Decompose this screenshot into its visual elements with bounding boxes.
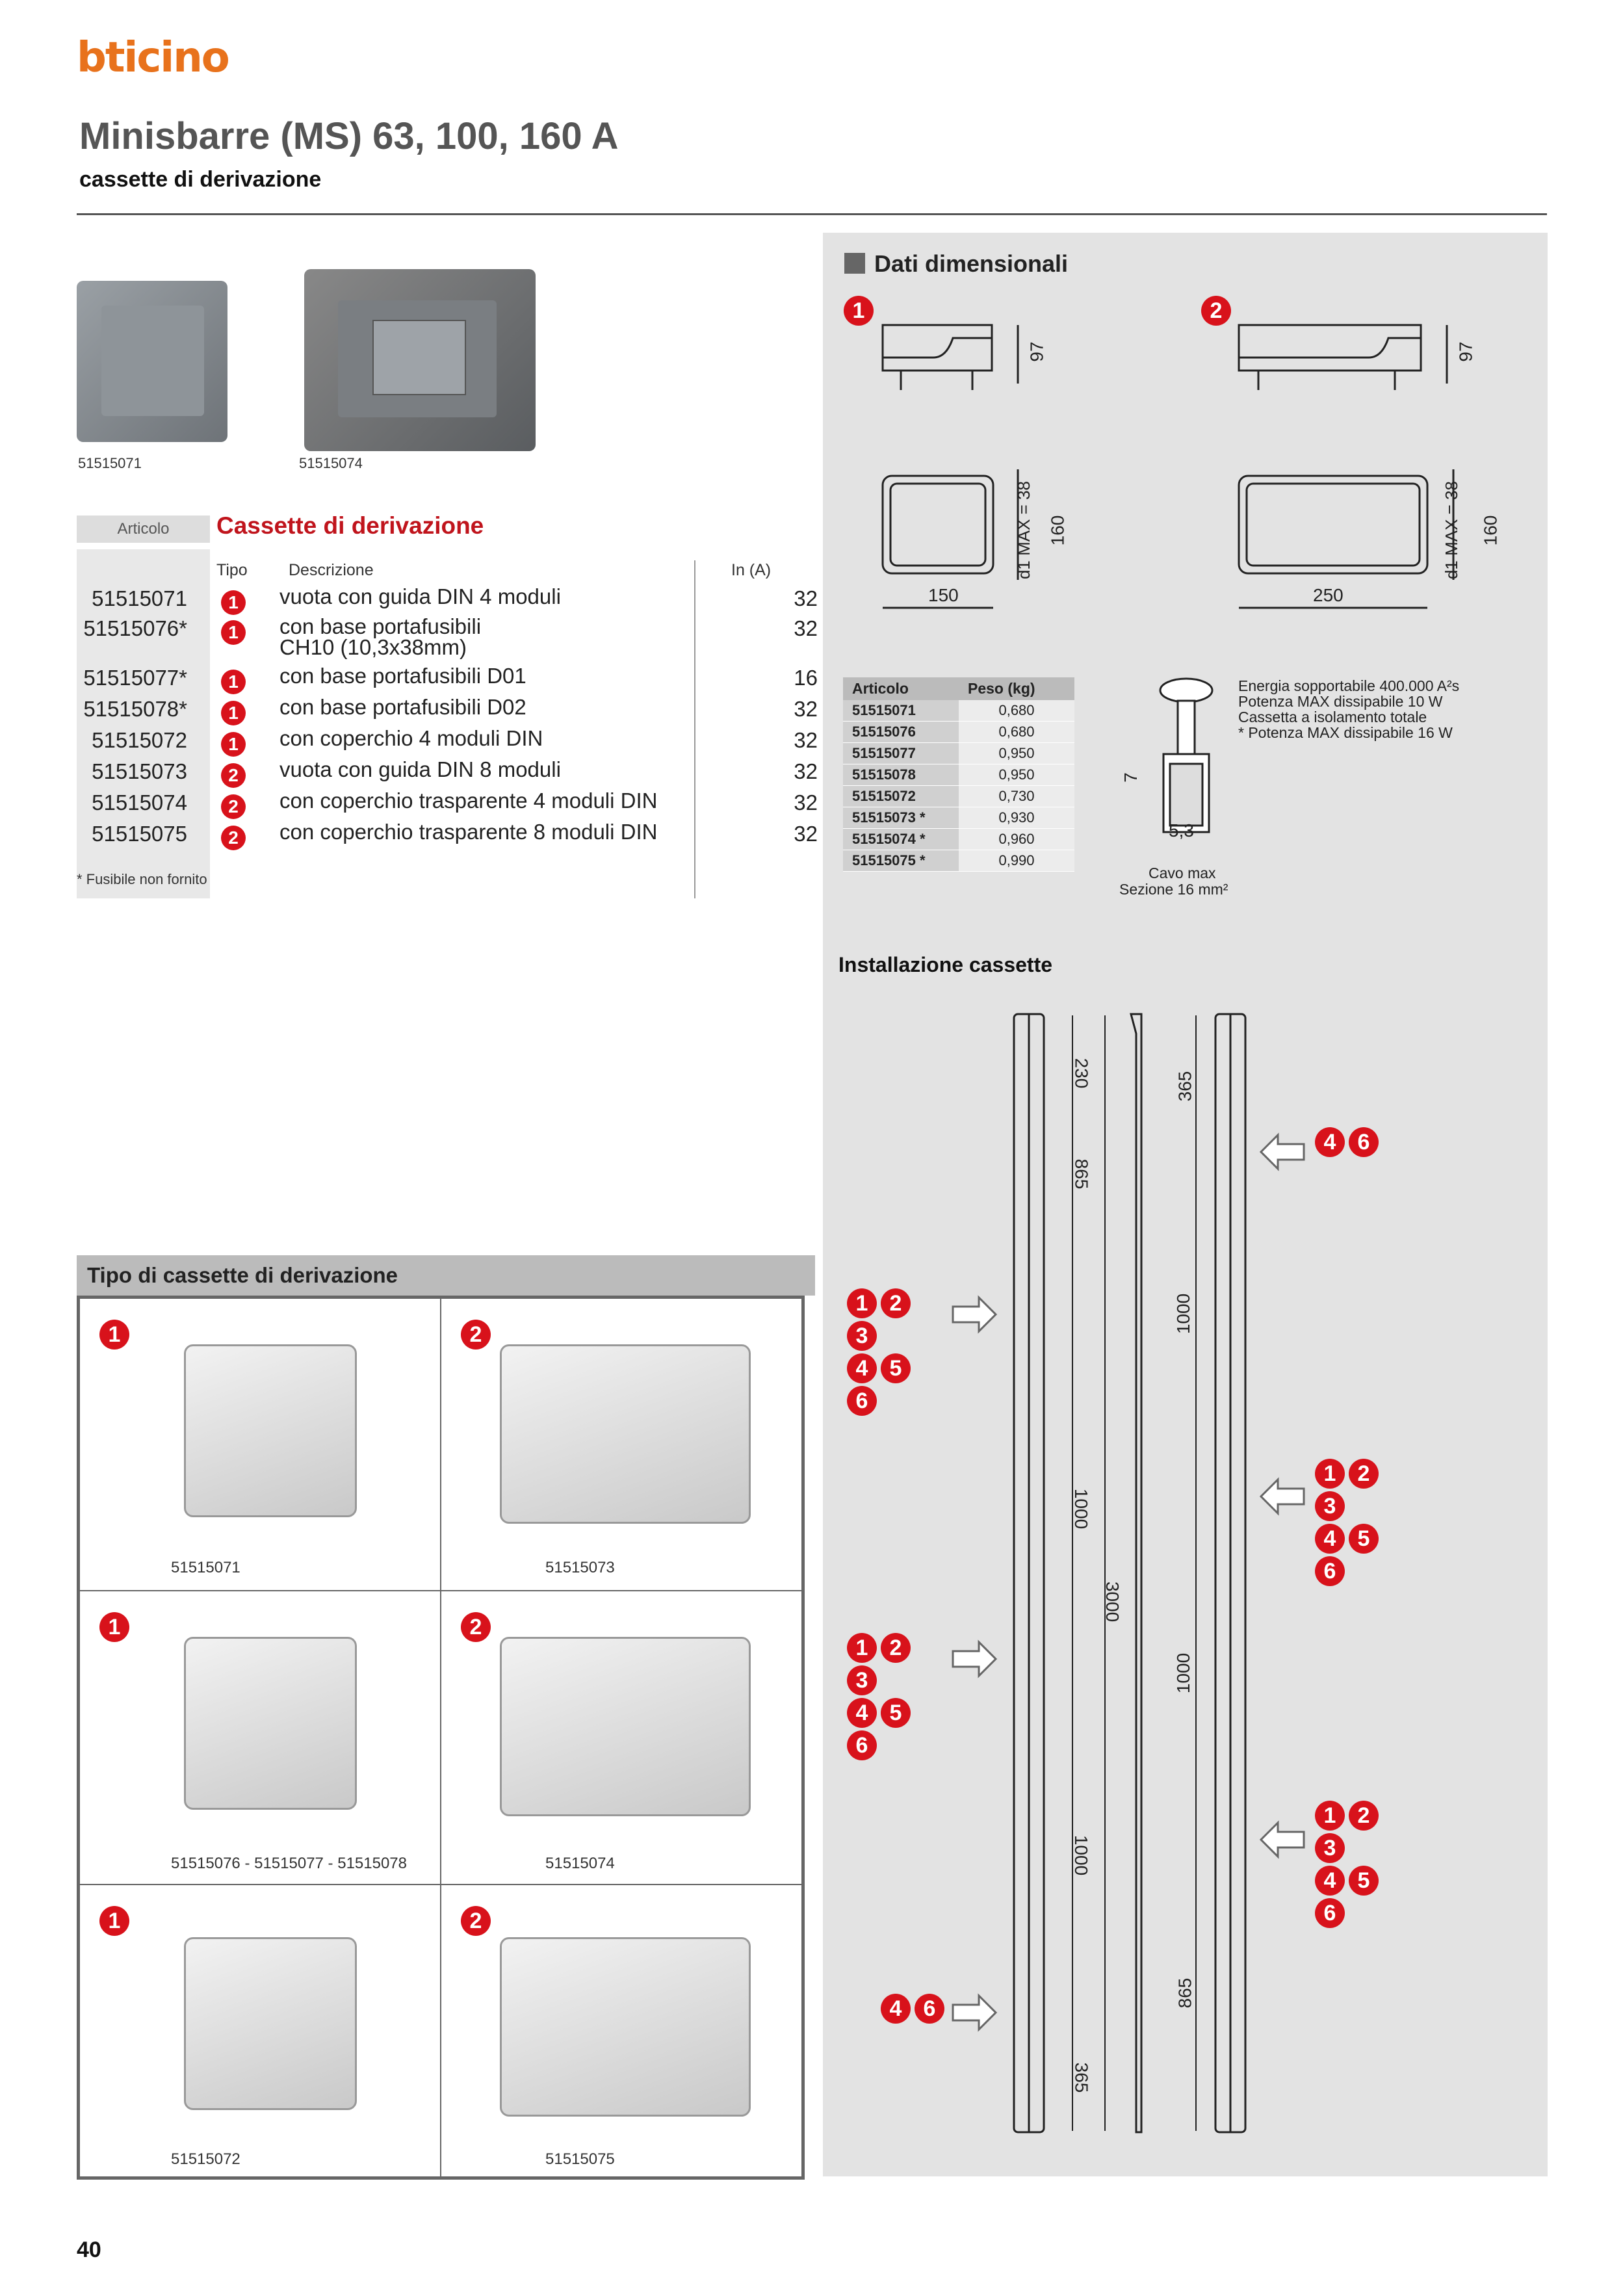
- tipo-badge: 1: [221, 590, 246, 615]
- tipo-cell-6: 2 51515075: [440, 1884, 803, 2178]
- installation-title: Installazione cassette: [838, 953, 1053, 976]
- weight-row: [843, 807, 1074, 829]
- catalog-row: [77, 614, 818, 659]
- tipo-grid: [77, 1296, 805, 2180]
- catalog-row: [77, 820, 818, 852]
- catalog-description: con base portafusibili D02: [279, 695, 526, 719]
- catalog-code: 51515075: [92, 822, 187, 846]
- catalog-code: 51515078*: [83, 697, 187, 721]
- weight-value: 0,930: [959, 807, 1074, 829]
- dim1-depth: 160: [1047, 515, 1068, 546]
- catalog-code: 51515073: [92, 759, 187, 783]
- product-photo-1: [77, 281, 227, 442]
- badge-group-left-2: 1 23 4 56: [845, 1632, 942, 1762]
- cassetta-illustration: [184, 1637, 357, 1810]
- weight-row: [843, 850, 1074, 872]
- weight-value: 0,680: [959, 722, 1074, 743]
- catalog-description: vuota con guida DIN 8 moduli: [279, 757, 561, 781]
- weight-code: 51515076: [843, 722, 959, 743]
- dim1-height: 97: [1026, 341, 1047, 362]
- cable-label-1: Cavo max: [1149, 865, 1216, 881]
- weight-value: 0,730: [959, 786, 1074, 807]
- tipo-cell-5: 1 51515072: [79, 1884, 441, 2178]
- weight-code: 51515071: [843, 700, 959, 722]
- install-right-dim-3: 1000: [1173, 1652, 1194, 1694]
- tipo-section-header: Tipo di cassette di derivazione: [77, 1255, 815, 1296]
- catalog-description: con base portafusibili D01: [279, 664, 526, 688]
- badge-group-right-1: 4 6: [1313, 1126, 1384, 1158]
- catalog-row: [77, 789, 818, 820]
- install-right-dim-1: 365: [1175, 1071, 1195, 1102]
- cable-dim-b: 5,3: [1169, 820, 1194, 841]
- weight-row: [843, 786, 1074, 807]
- catalog-in: 32: [794, 822, 818, 846]
- cassetta-illustration: [184, 1344, 357, 1517]
- cassetta-illustration: [500, 1637, 751, 1816]
- dimension-title: Dati dimensionali: [844, 250, 1068, 278]
- tipo-badge: 1: [221, 701, 246, 725]
- catalog-in: 32: [794, 697, 818, 721]
- weight-row: [843, 764, 1074, 786]
- weight-code: 51515073 *: [843, 807, 959, 829]
- product-photo-2: [304, 269, 536, 451]
- page-subtitle: cassette di derivazione: [79, 167, 322, 192]
- col-in-header: In (A): [731, 561, 772, 579]
- catalog-description: con coperchio 4 moduli DIN: [279, 726, 543, 750]
- badge-group-left-3: 4 6: [879, 1992, 950, 2025]
- photo-caption-1: 51515071: [78, 455, 142, 471]
- dim1-width: 150: [928, 585, 959, 605]
- catalog-code: 51515074: [92, 790, 187, 815]
- dim2-badge: 2: [1201, 296, 1231, 326]
- catalog-section-title: Cassette di derivazione: [216, 512, 484, 539]
- tipo-cell-1: 1 51515071: [79, 1298, 441, 1591]
- col-descrizione-header: Descrizione: [289, 561, 374, 579]
- catalog-description: con base portafusibili CH10 (10,3x38mm): [279, 614, 482, 659]
- tipo-cell-4: 2 51515074: [440, 1590, 803, 1885]
- footnote: * Fusibile non fornito: [77, 871, 207, 887]
- weight-value: 0,960: [959, 829, 1074, 850]
- catalog-code: 51515077*: [83, 666, 187, 690]
- catalog-row: [77, 757, 818, 789]
- install-left-dim-1: 230: [1071, 1058, 1092, 1089]
- dim1-d1: d1 MAX = 38: [1014, 480, 1034, 580]
- catalog-row: [77, 664, 818, 696]
- catalog-in: 32: [794, 616, 818, 640]
- catalog-code: 51515076*: [83, 616, 187, 640]
- cable-dim-a: 7: [1120, 772, 1141, 783]
- install-left-dim-4: 1000: [1071, 1834, 1092, 1876]
- weight-row: [843, 722, 1074, 743]
- weight-col-peso: Peso (kg): [959, 677, 1074, 700]
- catalog-description: vuota con guida DIN 4 moduli: [279, 584, 561, 608]
- catalog-code: 51515072: [92, 728, 187, 752]
- cable-label-2: Sezione 16 mm²: [1119, 881, 1228, 898]
- dim2-height: 97: [1455, 341, 1476, 362]
- weight-col-articolo: Articolo: [843, 677, 959, 700]
- weight-code: 51515077: [843, 743, 959, 764]
- brand-logo: bticino: [77, 34, 229, 82]
- catalog-code: 51515071: [92, 586, 187, 610]
- weight-code: 51515074 *: [843, 829, 959, 850]
- weight-value: 0,950: [959, 764, 1074, 786]
- badge-group-right-2: 1 23 4 56: [1313, 1457, 1410, 1587]
- weight-row: [843, 700, 1074, 722]
- catalog-in: 32: [794, 759, 818, 783]
- catalog-in: 32: [794, 790, 818, 815]
- weight-code: 51515072: [843, 786, 959, 807]
- badge-group-right-3: 1 23 4 56: [1313, 1799, 1410, 1929]
- dim2-d1: d1 MAX = 38: [1442, 480, 1462, 580]
- tipo-badge: 1: [221, 732, 246, 757]
- col-tipo-header: Tipo: [216, 561, 248, 579]
- dim1-badge: 1: [844, 296, 874, 326]
- tipo-badge: 2: [221, 794, 246, 819]
- catalog-description: con coperchio trasparente 4 moduli DIN: [279, 789, 658, 813]
- catalog-in: 32: [794, 728, 818, 752]
- photo-caption-2: 51515074: [299, 455, 363, 471]
- catalog-description: con coperchio trasparente 8 moduli DIN: [279, 820, 658, 844]
- weight-value: 0,680: [959, 700, 1074, 722]
- col-articolo-header: Articolo: [77, 515, 210, 543]
- weight-value: 0,990: [959, 850, 1074, 872]
- dimension-drawings: [823, 286, 1548, 637]
- weight-code: 51515075 *: [843, 850, 959, 872]
- page-number: 40: [77, 2237, 101, 2262]
- weight-row: [843, 743, 1074, 764]
- header-divider: [77, 213, 1547, 215]
- page-title: Minisbarre (MS) 63, 100, 160 A: [79, 115, 619, 157]
- install-left-dim-2: 865: [1071, 1158, 1092, 1190]
- tipo-badge: 2: [221, 763, 246, 788]
- weight-table: [843, 677, 1074, 872]
- tipo-badge: 1: [221, 670, 246, 694]
- install-right-dim-4: 865: [1175, 1977, 1195, 2009]
- tipo-cell-3: 1 51515076 - 51515077 - 51515078: [79, 1590, 441, 1885]
- tipo-badge: 2: [221, 826, 246, 850]
- weight-value: 0,950: [959, 743, 1074, 764]
- install-left-dim-5: 365: [1071, 2062, 1092, 2093]
- cassetta-illustration: [500, 1344, 751, 1524]
- weight-row: [843, 829, 1074, 850]
- cassetta-illustration: [184, 1937, 357, 2110]
- install-arrows: [823, 1105, 1548, 2048]
- catalog-in: 32: [794, 586, 818, 610]
- weight-code: 51515078: [843, 764, 959, 786]
- catalog-row: [77, 695, 818, 727]
- install-right-dim-2: 1000: [1173, 1293, 1194, 1335]
- badge-group-left-1: 1 23 4 56: [845, 1287, 942, 1417]
- dim2-depth: 160: [1480, 515, 1501, 546]
- tipo-cell-2: 2 51515073: [440, 1298, 803, 1591]
- catalog-row: [77, 584, 818, 616]
- technical-info: Energia sopportabile 400.000 A²s Potenza MAX dissipabile 10 W Cassetta a isolamento totale * Potenza MAX dissipabile 16 W: [1238, 677, 1460, 741]
- cassetta-illustration: [500, 1937, 751, 2117]
- dim2-width: 250: [1313, 585, 1344, 605]
- catalog-row: [77, 726, 818, 758]
- install-left-dim-3: 1000: [1071, 1488, 1092, 1530]
- install-total: 3000: [1102, 1581, 1123, 1623]
- catalog-in: 16: [794, 666, 818, 690]
- tipo-badge: 1: [221, 620, 246, 645]
